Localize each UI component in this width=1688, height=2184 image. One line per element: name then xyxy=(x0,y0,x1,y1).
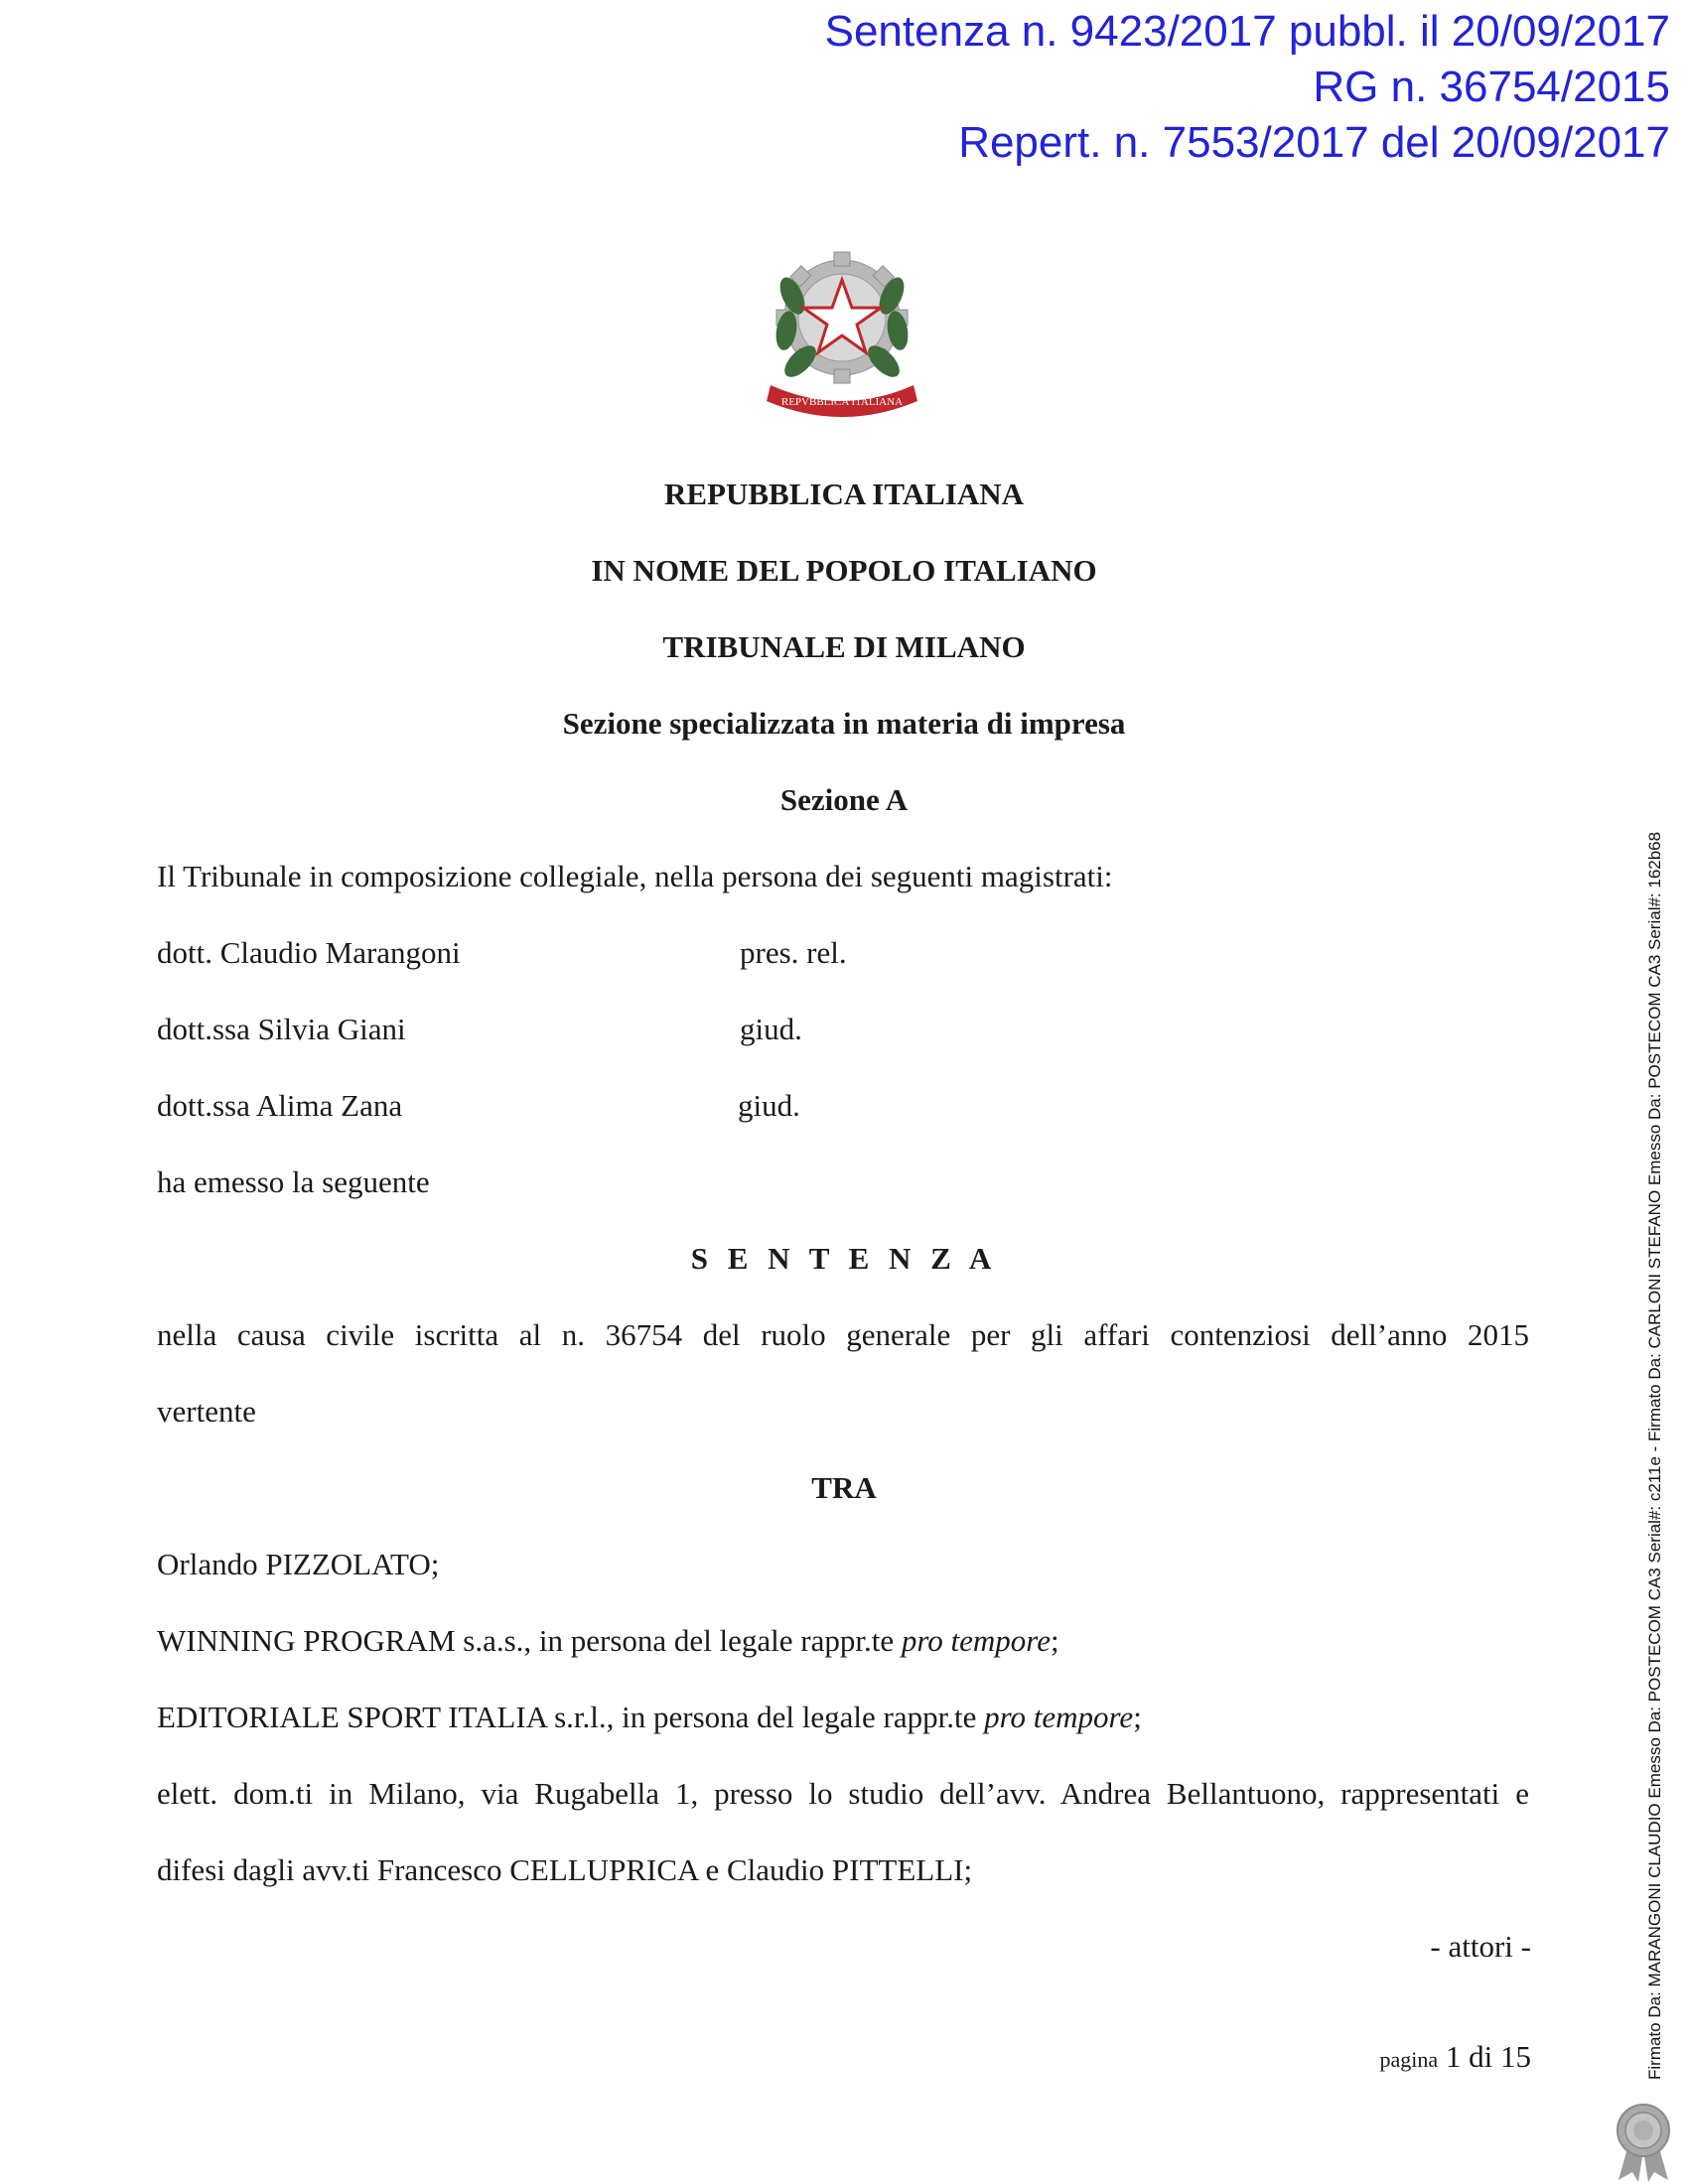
judge-name-2: dott.ssa Silvia Giani xyxy=(157,1012,406,1046)
party-2-italic: pro tempore xyxy=(901,1623,1051,1658)
heading-people: IN NOME DEL POPOLO ITALIANO xyxy=(591,553,1097,588)
judge-role-3: giud. xyxy=(738,1088,800,1123)
heading-court: TRIBUNALE DI MILANO xyxy=(662,629,1026,664)
heading-subsection: Sezione A xyxy=(779,782,909,817)
page-number xyxy=(1379,2037,1531,2080)
heading-section: Sezione specializzata in materia di impresa xyxy=(562,706,1126,741)
party-2-main: WINNING PROGRAM s.a.s., in persona del legale rappr.te xyxy=(157,1623,902,1658)
digital-signature-text: Firmato Da: MARANGONI CLAUDIO Emesso Da: POSTECOM CA3 Serial#: c211e - Firmato Da: CARLONI STEFANO Emesso Da: POSTECOM CA3 Serial#: 162b68 xyxy=(1645,831,1664,2080)
intro-text: Il Tribunale in composizione collegiale, nella persona dei seguenti magistrati: xyxy=(157,859,1113,893)
judge-role-1: pres. rel. xyxy=(740,935,847,970)
party-3-main: EDITORIALE SPORT ITALIA s.r.l., in persona del legale rappr.te xyxy=(157,1700,985,1734)
judge-role-2: giud. xyxy=(740,1012,802,1046)
header-stamp xyxy=(825,4,1670,171)
stamp-sentenza-line: Sentenza n. 9423/2017 pubbl. il 20/09/2017 xyxy=(824,7,1670,56)
judge-name-1: dott. Claudio Marangoni xyxy=(157,935,461,970)
party-3 xyxy=(157,1698,1142,1737)
emblem-ribbon-text: REPVBBLICA ITALIANA xyxy=(780,396,904,408)
stamp-rg-line: RG n. 36754/2015 xyxy=(1313,63,1670,111)
sentenza-heading: S E N T E N Z A xyxy=(690,1241,998,1276)
page-word: pagina xyxy=(1379,2047,1439,2072)
attori-label: - attori - xyxy=(1430,1929,1531,1964)
emits-text: ha emesso la seguente xyxy=(157,1164,430,1199)
case-line-2: vertente xyxy=(157,1394,256,1429)
party-2 xyxy=(157,1621,1059,1661)
judge-name-3: dott.ssa Alima Zana xyxy=(157,1088,403,1123)
party-3-italic: pro tempore xyxy=(984,1700,1134,1734)
stamp-repert-line: Repert. n. 7553/2017 del 20/09/2017 xyxy=(958,118,1670,167)
party-3-end: ; xyxy=(1133,1700,1142,1734)
page-count: 1 di 15 xyxy=(1445,2039,1531,2074)
case-line-1: nella causa civile iscritta al n. 36754 del ruolo generale per gli affari contenziosi dell’anno 2015 xyxy=(157,1317,1529,1352)
heading-republic: REPUBBLICA ITALIANA xyxy=(663,477,1025,511)
domicile-line-1: elett. dom.ti in Milano, via Rugabella 1, presso lo studio dell’avv. Andrea Bellantuono, rappresentati e xyxy=(157,1776,1529,1811)
party-1: Orlando PIZZOLATO; xyxy=(157,1547,440,1581)
domicile-line-2: difesi dagli avv.ti Francesco CELLUPRICA e Claudio PITTELLI; xyxy=(157,1852,973,1887)
italian-republic-emblem-icon xyxy=(757,236,927,421)
tra-heading: TRA xyxy=(811,1470,877,1505)
rosette-seal-icon xyxy=(1611,2103,1676,2182)
party-2-end: ; xyxy=(1050,1623,1059,1658)
